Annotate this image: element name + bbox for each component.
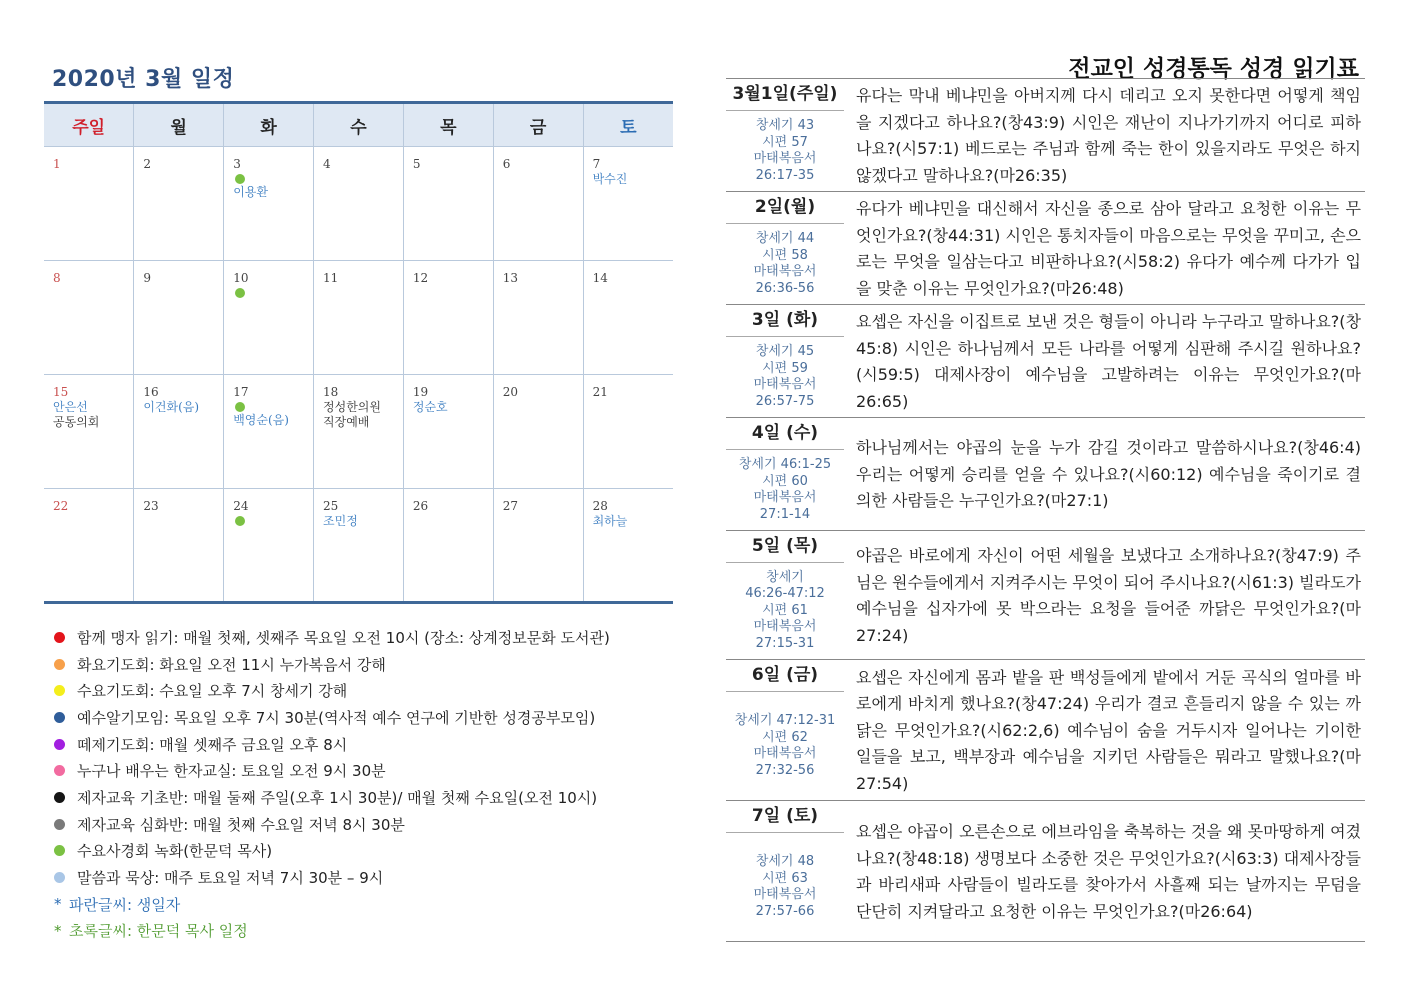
- green-dot-icon: [235, 516, 245, 526]
- reading-reference: 마태복음서: [753, 746, 817, 761]
- reading-reference: 26:57-75: [755, 393, 815, 409]
- green-dot-icon: [235, 174, 245, 184]
- legend-note: [54, 891, 610, 918]
- reading-question-cell: [844, 305, 1365, 417]
- day-number: 22: [53, 499, 69, 513]
- legend-item: [54, 677, 610, 704]
- legend-item: [54, 784, 610, 811]
- reading-reference: 창세기: [766, 569, 804, 585]
- reading-date-cell: [726, 79, 844, 191]
- calendar-day-cell: [224, 375, 314, 489]
- calendar-day-cell: [44, 375, 134, 489]
- calendar-day-cell: [44, 261, 134, 375]
- reading-references: [726, 224, 844, 304]
- day-number: 12: [412, 271, 429, 285]
- legend-dot-icon: [54, 739, 65, 750]
- calendar-event: 박수진: [592, 172, 628, 186]
- reading-reference: 46:26-47:12: [745, 586, 825, 602]
- calendar-day-cell: [44, 489, 134, 603]
- legend-item: [54, 811, 610, 838]
- day-number: 5: [412, 157, 421, 171]
- reading-reference: 마태복음서: [753, 151, 817, 166]
- day-number: 23: [143, 499, 159, 513]
- green-dot-icon: [235, 288, 245, 298]
- calendar-event: 이건화(음): [143, 400, 200, 414]
- day-number: 17: [233, 385, 249, 399]
- legend-dot-icon: [54, 872, 65, 883]
- calendar-day-cell: [134, 489, 224, 603]
- day-number: 4: [323, 157, 331, 171]
- reading-date-cell: [726, 192, 844, 304]
- reading-date: 5일 (목): [726, 531, 844, 563]
- legend-item: [54, 624, 610, 651]
- reading-reference: 27:32-56: [755, 762, 815, 778]
- calendar-day-cell: [224, 261, 314, 375]
- calendar-day-cell: [314, 147, 404, 261]
- calendar-week-row: [44, 489, 673, 603]
- day-number: 24: [233, 499, 249, 513]
- calendar-day-cell: [493, 375, 583, 489]
- reading-reference: 시편 57: [762, 134, 808, 150]
- legend-text: 말씀과 묵상: 매주 토요일 저녁 7시 30분 – 9시: [77, 869, 384, 888]
- legend-dot-icon: [54, 845, 65, 856]
- legend-item: [54, 864, 610, 891]
- weekday-header: 월: [134, 103, 224, 147]
- calendar-week-row: [44, 147, 673, 261]
- reading-row: [726, 79, 1365, 192]
- reading-reference: 27:15-31: [755, 635, 815, 651]
- note-text: 파란글씨: 생일자: [69, 895, 181, 914]
- reading-row: [726, 660, 1365, 801]
- reading-date-cell: [726, 801, 844, 941]
- reading-questions: 유다가 베냐민을 대신해서 자신을 종으로 삼아 달라고 요청한 이유는 무엇인가요?(창44:31) 시인은 통치자들이 마음으로는 무엇을 꾸미고, 손으로는 무엇을 일삼는다고 비판하나요?(시58:2) 유다가 예수께 다가가 입을 맞춘 이유는 무엇인가요?(마26:48): [856, 199, 1361, 298]
- day-number: 20: [502, 385, 518, 399]
- calendar-week-row: [44, 261, 673, 375]
- reading-reference: 마태복음서: [753, 887, 817, 902]
- legend-text: 누구나 배우는 한자교실: 토요일 오전 9시 30분: [77, 762, 386, 781]
- legend-text: 떼제기도회: 매월 셋째주 금요일 오후 8시: [77, 735, 348, 754]
- calendar-day-cell: [134, 147, 224, 261]
- calendar-body: [44, 147, 673, 603]
- legend-text: 예수알기모임: 목요일 오후 7시 30분(역사적 예수 연구에 기반한 성경공부모임): [77, 708, 596, 727]
- reading-questions: 요셉은 야곱이 오른손으로 에브라임을 축복하는 것을 왜 못마땅하게 여겼나요?(창48:18) 생명보다 소중한 것은 무엇인가요?(시63:3) 대제사장들과 바리새파 사람들이 빌라도를 찾아가서 사흘째 되는 날까지는 무덤을 단단히 지켜달라고 요청한 이유는 무엇인가요?(마26:64): [856, 822, 1361, 921]
- reading-reference: 27:57-66: [755, 903, 815, 919]
- legend-item: [54, 651, 610, 678]
- calendar-day-cell: [224, 147, 314, 261]
- reading-reference: 시편 62: [762, 729, 808, 745]
- legend-note: [54, 918, 610, 945]
- day-number: 16: [143, 385, 159, 399]
- calendar-day-cell: [493, 261, 583, 375]
- weekday-header: 토: [583, 103, 673, 147]
- reading-reference: 시편 61: [762, 602, 808, 618]
- day-number: 15: [53, 385, 69, 399]
- calendar-day-cell: [314, 375, 404, 489]
- reading-references: [726, 833, 844, 941]
- legend-dot-icon: [54, 765, 65, 776]
- day-number: 18: [323, 385, 339, 399]
- day-number: 8: [53, 271, 61, 285]
- calendar-week-row: [44, 375, 673, 489]
- reading-reference: 시편 59: [762, 360, 808, 376]
- reading-date: 6일 (금): [726, 660, 844, 692]
- reading-date-cell: [726, 531, 844, 659]
- asterisk-icon: *: [54, 921, 62, 940]
- reading-references: [726, 692, 844, 800]
- calendar-event: 최하늘: [592, 514, 628, 528]
- day-number: 25: [323, 499, 339, 513]
- reading-question-cell: [844, 418, 1365, 530]
- legend-dot-icon: [54, 819, 65, 830]
- day-number: 11: [323, 271, 339, 285]
- calendar-day-cell: [493, 489, 583, 603]
- legend-dot-icon: [54, 712, 65, 723]
- reading-questions: 하나님께서는 야곱의 눈을 누가 감길 것이라고 말씀하시나요?(창46:4) 우리는 어떻게 승리를 얻을 수 있나요?(시60:12) 예수님을 죽이기로 결의한 사람들은 누구인가요?(마27:1): [856, 438, 1361, 511]
- day-number: 13: [502, 271, 518, 285]
- calendar-day-cell: [583, 147, 673, 261]
- reading-questions: 야곱은 바로에게 자신이 어떤 세월을 보냈다고 소개하나요?(창47:9) 주님은 원수들에게서 지켜주시는 무엇이 되어 주시나요?(시61:3) 빌라도가 예수님을 십자가에 못 박으라는 요청을 들어준 까닭은 무엇인가요?(마27:24): [856, 546, 1361, 645]
- calendar-event: 이용환: [233, 185, 268, 199]
- day-number: 7: [592, 157, 601, 171]
- day-number: 14: [592, 271, 608, 285]
- weekday-header: 목: [403, 103, 493, 147]
- day-number: 1: [53, 157, 61, 171]
- weekday-header: 화: [224, 103, 314, 147]
- day-number: 27: [502, 499, 518, 513]
- calendar-event: 정순호: [412, 400, 448, 414]
- day-number: 10: [233, 271, 249, 285]
- reading-question-cell: [844, 660, 1365, 800]
- reading-date-cell: [726, 305, 844, 417]
- green-dot-icon: [235, 402, 245, 412]
- reading-row: [726, 531, 1365, 660]
- weekday-header: 수: [314, 103, 404, 147]
- legend-dot-icon: [54, 685, 65, 696]
- reading-date: 2일(월): [726, 192, 844, 224]
- reading-row: [726, 305, 1365, 418]
- calendar-event: 공동의회: [53, 415, 100, 429]
- legend-text: 수요사경회 녹화(한문덕 목사): [77, 842, 273, 861]
- reading-reference: 마태복음서: [753, 619, 817, 635]
- legend-dot-icon: [54, 659, 65, 670]
- legend-item: [54, 704, 610, 731]
- calendar-event: 정성한의원: [323, 400, 381, 414]
- reading-reference: 26:36-56: [755, 280, 815, 296]
- calendar-title: 2020년 3월 일정: [52, 67, 235, 92]
- calendar-day-cell: [314, 261, 404, 375]
- calendar-day-cell: [403, 261, 493, 375]
- note-text: 초록글씨: 한문덕 목사 일정: [69, 922, 248, 941]
- calendar-day-cell: [224, 489, 314, 603]
- reading-date: 3일 (화): [726, 305, 844, 337]
- legend-text: 화요기도회: 화요일 오전 11시 누가복음서 강해: [77, 655, 386, 674]
- reading-questions: 유다는 막내 베냐민을 아버지께 다시 데리고 오지 못한다면 어떻게 책임을 지겠다고 하나요?(창43:9) 시인은 재난이 지나가기까지 어디로 피하나요?(시57:1) 베드로는 주님과 함께 죽는 한이 있을지라도 무엇은 하지 않겠다고 말하나요?(마26:35): [856, 86, 1361, 185]
- calendar-event: 안은선: [53, 400, 88, 414]
- reading-questions: 요셉은 자신에게 몸과 밭을 판 백성들에게 밭에서 거둔 곡식의 얼마를 바로에게 바치게 했나요?(창47:24) 우리가 결코 흔들리지 않을 수 있는 까닭은 무엇인가요?(시62:2,6) 예수님이 숨을 거두시자 일어나는 기이한 일들을 보고, 백부장과 예수님을 지키던 사람들은 뭐라고 말했나요?(마27:54): [856, 667, 1361, 793]
- calendar-day-cell: [583, 261, 673, 375]
- calendar-day-cell: [403, 147, 493, 261]
- reading-reference: 마태복음서: [753, 264, 817, 279]
- day-number: 19: [412, 385, 429, 399]
- reading-reference: 창세기 48: [755, 854, 815, 869]
- calendar-day-cell: [493, 147, 583, 261]
- reading-references: [726, 111, 844, 191]
- reading-reference: 창세기 46:1-25: [738, 457, 832, 472]
- reading-reference: 시편 60: [762, 473, 808, 489]
- reading-date: 3월1일(주일): [726, 79, 844, 111]
- legend-dot-icon: [54, 632, 65, 643]
- reading-question-cell: [844, 79, 1365, 191]
- reading-references: [726, 563, 844, 659]
- legend-text: 수요기도회: 수요일 오후 7시 창세기 강해: [77, 682, 348, 701]
- reading-date: 4일 (수): [726, 418, 844, 450]
- reading-date-cell: [726, 418, 844, 530]
- reading-plan-table: [726, 78, 1365, 942]
- reading-reference: 시편 63: [762, 870, 808, 886]
- reading-reference: 창세기 45: [755, 344, 815, 359]
- calendar-event: 직장예배: [323, 415, 370, 429]
- reading-reference: 창세기 44: [755, 231, 815, 246]
- asterisk-icon: *: [54, 895, 62, 914]
- reading-reference: 마태복음서: [753, 377, 817, 392]
- reading-question-cell: [844, 192, 1365, 304]
- reading-question-cell: [844, 531, 1365, 659]
- reading-date-cell: [726, 660, 844, 800]
- reading-reference: 26:17-35: [755, 167, 815, 183]
- calendar-event: 조민정: [323, 514, 358, 528]
- schedule-legend: [54, 624, 610, 944]
- reading-row: [726, 192, 1365, 305]
- calendar-day-cell: [583, 489, 673, 603]
- calendar-day-cell: [583, 375, 673, 489]
- calendar-grid: [44, 101, 673, 604]
- day-number: 28: [592, 499, 608, 513]
- legend-item: [54, 731, 610, 758]
- reading-reference: 마태복음서: [753, 490, 817, 505]
- reading-reference: 창세기 43: [755, 118, 815, 133]
- legend-item: [54, 838, 610, 865]
- calendar-event: 백영순(음): [233, 413, 289, 427]
- day-number: 9: [143, 271, 151, 285]
- legend-item: [54, 757, 610, 784]
- reading-reference: 시편 58: [762, 247, 808, 263]
- reading-row: [726, 801, 1365, 942]
- reading-reference: 27:1-14: [759, 506, 811, 522]
- calendar-day-cell: [403, 375, 493, 489]
- legend-dot-icon: [54, 792, 65, 803]
- reading-plan-title: 전교인 성경통독 성경 읽기표: [1068, 56, 1359, 82]
- reading-reference: 창세기 47:12-31: [734, 713, 836, 728]
- weekday-header-row: [44, 103, 673, 147]
- calendar-day-cell: [44, 147, 134, 261]
- day-number: 26: [412, 499, 429, 513]
- day-number: 2: [143, 157, 151, 171]
- weekday-header: 금: [493, 103, 583, 147]
- day-number: 6: [502, 157, 511, 171]
- calendar-day-cell: [134, 261, 224, 375]
- reading-references: [726, 450, 844, 530]
- weekday-header: 주일: [44, 103, 134, 147]
- reading-question-cell: [844, 801, 1365, 941]
- calendar-day-cell: [403, 489, 493, 603]
- calendar-day-cell: [134, 375, 224, 489]
- day-number: 3: [233, 157, 241, 171]
- legend-text: 제자교육 기초반: 매월 둘째 주일(오후 1시 30분)/ 매월 첫째 수요일(오전 10시): [77, 788, 598, 807]
- day-number: 21: [592, 385, 608, 399]
- reading-row: [726, 418, 1365, 531]
- reading-date: 7일 (토): [726, 801, 844, 833]
- calendar-day-cell: [314, 489, 404, 603]
- reading-references: [726, 337, 844, 417]
- reading-questions: 요셉은 자신을 이집트로 보낸 것은 형들이 아니라 누구라고 말하나요?(창45:8) 시인은 하나님께서 모든 나라를 어떻게 심판해 주시길 원하나요?(시59:5) 대제사장이 예수님을 고발하려는 이유는 무엇인가요?(마26:65): [856, 312, 1361, 411]
- legend-text: 제자교육 심화반: 매월 첫째 수요일 저녁 8시 30분: [77, 815, 405, 834]
- legend-text: 함께 맹자 읽기: 매월 첫째, 셋째주 목요일 오전 10시 (장소: 상계정보문화 도서관): [77, 628, 610, 647]
